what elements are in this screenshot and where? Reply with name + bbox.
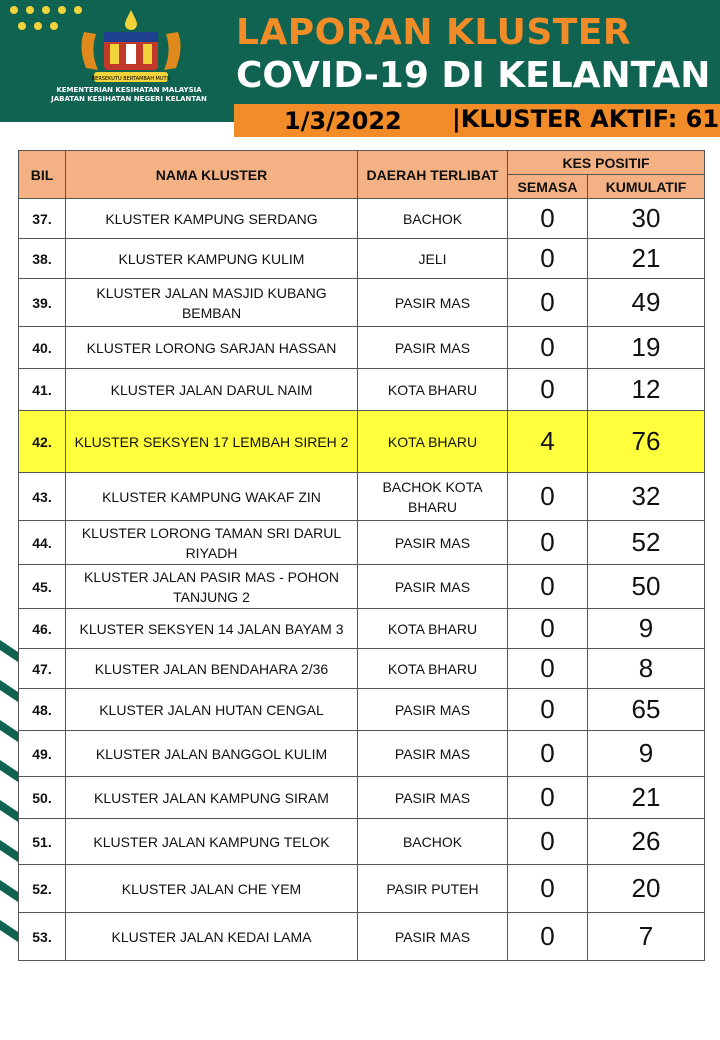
table-row xyxy=(19,473,705,521)
svg-text:BERSEKUTU BERTAMBAH MUTU: BERSEKUTU BERTAMBAH MUTU xyxy=(91,76,171,82)
column-header-nama: NAMA KLUSTER xyxy=(66,151,358,199)
district: PASIR MAS xyxy=(358,731,508,777)
active-cases: 0 xyxy=(508,865,588,913)
active-cases: 0 xyxy=(508,777,588,819)
active-cases: 0 xyxy=(508,913,588,961)
table-row xyxy=(19,649,705,689)
cluster-name: KLUSTER LORONG SARJAN HASSAN xyxy=(66,327,358,369)
row-number: 39. xyxy=(19,279,66,327)
cluster-name: KLUSTER KAMPUNG SERDANG xyxy=(66,199,358,239)
active-cases: 0 xyxy=(508,369,588,411)
district: PASIR MAS xyxy=(358,689,508,731)
row-number: 41. xyxy=(19,369,66,411)
cumulative-cases: 52 xyxy=(588,521,705,565)
row-number: 51. xyxy=(19,819,66,865)
active-cases: 0 xyxy=(508,689,588,731)
active-cases: 0 xyxy=(508,473,588,521)
active-cases: 4 xyxy=(508,411,588,473)
district: PASIR PUTEH xyxy=(358,865,508,913)
column-header-daerah: DAERAH TERLIBAT xyxy=(358,151,508,199)
table-row xyxy=(19,777,705,819)
table-row xyxy=(19,327,705,369)
row-number: 52. xyxy=(19,865,66,913)
district: KOTA BHARU xyxy=(358,609,508,649)
row-number: 50. xyxy=(19,777,66,819)
cluster-name: KLUSTER JALAN KAMPUNG TELOK xyxy=(66,819,358,865)
ministry-name: KEMENTERIAN KESIHATAN MALAYSIA JABATAN KESIHATAN NEGERI KELANTAN xyxy=(51,86,207,103)
table-row xyxy=(19,565,705,609)
active-cases: 0 xyxy=(508,609,588,649)
cluster-name: KLUSTER JALAN BANGGOL KULIM xyxy=(66,731,358,777)
cumulative-cases: 9 xyxy=(588,731,705,777)
district: PASIR MAS xyxy=(358,327,508,369)
cluster-name: KLUSTER JALAN CHE YEM xyxy=(66,865,358,913)
cluster-name: KLUSTER JALAN DARUL NAIM xyxy=(66,369,358,411)
district: PASIR MAS xyxy=(358,565,508,609)
district: BACHOK xyxy=(358,819,508,865)
cluster-name: KLUSTER KAMPUNG KULIM xyxy=(66,239,358,279)
row-number: 46. xyxy=(19,609,66,649)
table-row xyxy=(19,199,705,239)
row-number: 40. xyxy=(19,327,66,369)
cluster-name: KLUSTER JALAN KEDAI LAMA xyxy=(66,913,358,961)
active-cases: 0 xyxy=(508,565,588,609)
cluster-name: KLUSTER JALAN PASIR MAS - POHON TANJUNG 2 xyxy=(66,565,358,609)
cumulative-cases: 20 xyxy=(588,865,705,913)
active-cases: 0 xyxy=(508,521,588,565)
cumulative-cases: 32 xyxy=(588,473,705,521)
district: KOTA BHARU xyxy=(358,411,508,473)
cluster-name: KLUSTER JALAN MASJID KUBANG BEMBAN xyxy=(66,279,358,327)
cumulative-cases: 49 xyxy=(588,279,705,327)
table-row xyxy=(19,369,705,411)
column-header-bil: BIL xyxy=(19,151,66,199)
table-row xyxy=(19,411,705,473)
row-number: 38. xyxy=(19,239,66,279)
active-cluster-count: |KLUSTER AKTIF: 61 xyxy=(452,105,720,133)
row-number: 43. xyxy=(19,473,66,521)
row-number: 42. xyxy=(19,411,66,473)
cumulative-cases: 7 xyxy=(588,913,705,961)
district: PASIR MAS xyxy=(358,279,508,327)
cumulative-cases: 50 xyxy=(588,565,705,609)
cluster-name: KLUSTER SEKSYEN 14 JALAN BAYAM 3 xyxy=(66,609,358,649)
active-cases: 0 xyxy=(508,819,588,865)
table-row xyxy=(19,239,705,279)
table-row xyxy=(19,819,705,865)
cluster-name: KLUSTER SEKSYEN 17 LEMBAH SIREH 2 xyxy=(66,411,358,473)
cumulative-cases: 8 xyxy=(588,649,705,689)
row-number: 37. xyxy=(19,199,66,239)
cumulative-cases: 19 xyxy=(588,327,705,369)
table-row xyxy=(19,521,705,565)
cluster-name: KLUSTER JALAN KAMPUNG SIRAM xyxy=(66,777,358,819)
malaysia-crest-icon xyxy=(76,8,186,86)
district: JELI xyxy=(358,239,508,279)
row-number: 48. xyxy=(19,689,66,731)
district: KOTA BHARU xyxy=(358,369,508,411)
row-number: 44. xyxy=(19,521,66,565)
row-number: 53. xyxy=(19,913,66,961)
cluster-name: KLUSTER JALAN HUTAN CENGAL xyxy=(66,689,358,731)
report-date: 1/3/2022 xyxy=(284,107,402,135)
cluster-name: KLUSTER LORONG TAMAN SRI DARUL RIYADH xyxy=(66,521,358,565)
row-number: 45. xyxy=(19,565,66,609)
cluster-name: KLUSTER KAMPUNG WAKAF ZIN xyxy=(66,473,358,521)
table-row xyxy=(19,279,705,327)
active-cases: 0 xyxy=(508,731,588,777)
table-row xyxy=(19,609,705,649)
report-subtitle: COVID-19 DI KELANTAN xyxy=(236,55,711,96)
cumulative-cases: 21 xyxy=(588,239,705,279)
district: KOTA BHARU xyxy=(358,649,508,689)
row-number: 47. xyxy=(19,649,66,689)
decorative-dots xyxy=(10,6,82,36)
district: PASIR MAS xyxy=(358,913,508,961)
active-cases: 0 xyxy=(508,279,588,327)
cumulative-cases: 12 xyxy=(588,369,705,411)
column-header-kumulatif: KUMULATIF xyxy=(588,175,705,199)
cumulative-cases: 30 xyxy=(588,199,705,239)
district: PASIR MAS xyxy=(358,777,508,819)
cumulative-cases: 26 xyxy=(588,819,705,865)
row-number: 49. xyxy=(19,731,66,777)
cumulative-cases: 65 xyxy=(588,689,705,731)
district: BACHOK xyxy=(358,199,508,239)
table-row xyxy=(19,731,705,777)
active-cases: 0 xyxy=(508,327,588,369)
table-row xyxy=(19,689,705,731)
cumulative-cases: 21 xyxy=(588,777,705,819)
cluster-table xyxy=(18,150,705,961)
report-title: LAPORAN KLUSTER xyxy=(236,12,632,53)
column-header-kes-positif: KES POSITIF xyxy=(508,151,705,175)
table-row xyxy=(19,913,705,961)
table-row xyxy=(19,865,705,913)
column-header-semasa: SEMASA xyxy=(508,175,588,199)
active-cases: 0 xyxy=(508,649,588,689)
active-cases: 0 xyxy=(508,199,588,239)
district: BACHOK KOTA BHARU xyxy=(358,473,508,521)
cumulative-cases: 9 xyxy=(588,609,705,649)
cumulative-cases: 76 xyxy=(588,411,705,473)
district: PASIR MAS xyxy=(358,521,508,565)
active-cases: 0 xyxy=(508,239,588,279)
cluster-name: KLUSTER JALAN BENDAHARA 2/36 xyxy=(66,649,358,689)
